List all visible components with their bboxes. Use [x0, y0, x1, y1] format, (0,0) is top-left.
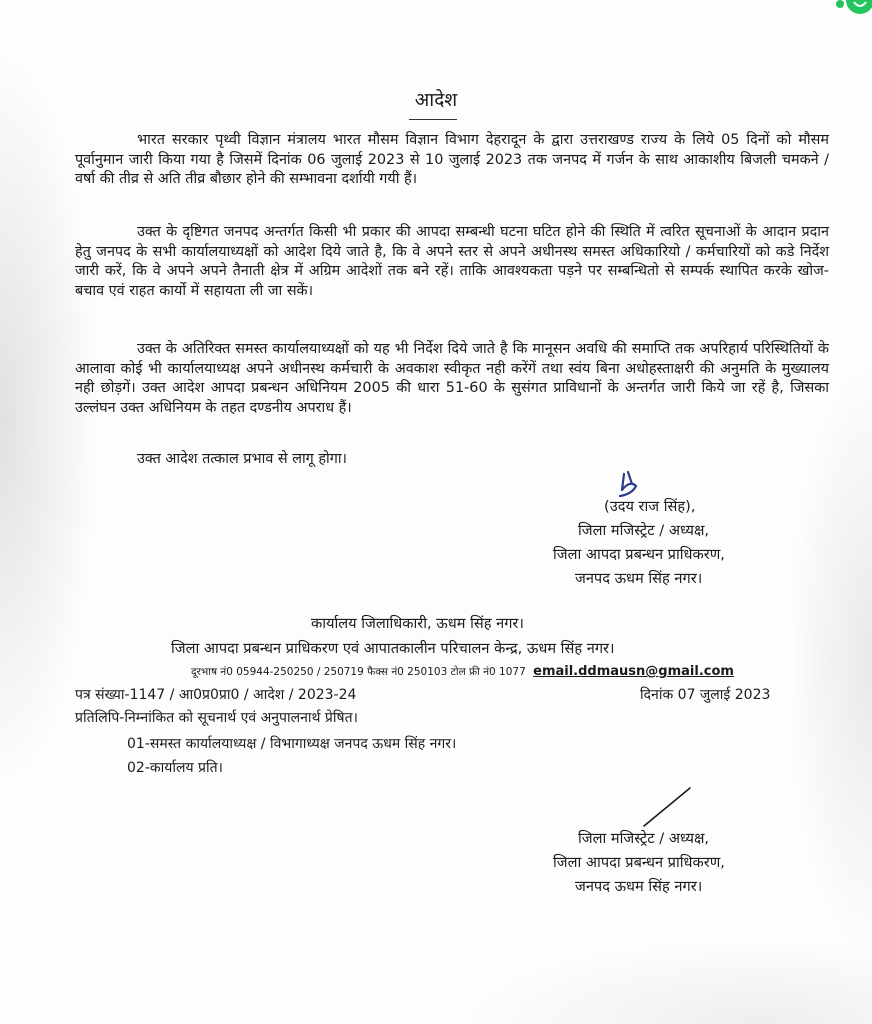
- green-badge-icon: [832, 0, 872, 18]
- signatory-authority: जिला आपदा प्रबन्धन प्राधिकरण,: [553, 546, 725, 563]
- copy-to-heading: प्रतिलिपि-निम्नांकित को सूचनार्थ एवं अनुपालनार्थ प्रेषित।: [75, 710, 358, 726]
- paragraph-1: भारत सरकार पृथ्वी विज्ञान मंत्रालय भारत मौसम विज्ञान विभाग देहरादून के द्वारा उत्तराखण्ड राज्य के लिये 05 दिनों को मौसम पूर्वानुमान जारी किया गया है जिसमें दिनांक 06 जुलाई 2023 से 10 जुलाई 2023 तक जनपद में गर्जन के साथ आकाशीय बिजली चमकने / वर्षा की तीव्र से अति तीव्र बौछार होने की सम्भावना दर्शायी गयी हैं।: [75, 132, 829, 188]
- office-line-2: जिला आपदा प्रबन्धन प्राधिकरण एवं आपातकालीन परिचालन केन्द्र, ऊधम सिंह नगर।: [171, 640, 615, 657]
- signatory-designation: जिला मजिस्ट्रेट / अध्यक्ष,: [578, 830, 710, 847]
- letter-date: दिनांक 07 जुलाई 2023: [640, 687, 771, 703]
- signatory-designation: जिला मजिस्ट्रेट / अध्यक्ष,: [578, 522, 710, 539]
- office-email-link[interactable]: email.ddmausn@gmail.com: [533, 664, 734, 679]
- signatory-district: जनपद ऊधम सिंह नगर।: [575, 570, 703, 587]
- contact-numbers: दूरभाष नं0 05944-250250 / 250719 फैक्स नं0 250103 टोल फ्री नं0 1077: [191, 666, 526, 678]
- heading-underline: [409, 119, 457, 120]
- signatory-name: (उदय राज सिंह),: [604, 498, 696, 515]
- paragraph-4: उक्त आदेश तत्काल प्रभाव से लागू होगा।: [137, 451, 348, 467]
- order-heading: आदेश: [414, 89, 458, 111]
- signature-mark: [640, 782, 696, 832]
- copy-to-item: 02-कार्यालय प्रति।: [127, 760, 223, 776]
- paragraph-2: उक्त के दृष्टिगत जनपद अन्तर्गत किसी भी प्रकार की आपदा सम्बन्धी घटना घटित होने की स्थिति में त्वरित सूचनाओं के आदान प्रदान हेतु जनपद के सभी कार्यालयाध्यक्षों को आदेश दिये जाते है, कि वे अपने स्तर से अपने अधीनस्थ समस्त अधिकारियो / कर्मचारियों को कडे निर्देश जारी करें, कि वे अपने अपने तैनाती क्षेत्र में अग्रिम आदेशों तक बने रहें। ताकि आवश्यकता पड़ने पर सम्बन्धितो से सम्पर्क स्थापित करके खोज-बचाव एवं राहत कार्यो में सहायता ली जा सकें।: [75, 224, 829, 299]
- copy-to-item: 01-समस्त कार्यालयाध्यक्ष / विभागाध्यक्ष जनपद ऊधम सिंह नगर।: [127, 736, 457, 752]
- paragraph-3: उक्त के अतिरिक्त समस्त कार्यालयाध्यक्षों को यह भी निर्देश दिये जाते है कि मानूसन अवधि की समाप्ति तक अपरिहार्य परिस्थितियों के आलावा कोई भी कार्यालयाध्यक्ष अपने अधीनस्थ कर्मचारी के अवकाश स्वीकृत नही करेंगें तथा स्वंय बिना अधोहस्ताक्षरी की अनुमति के मुख्यालय नही छोड़गें। उक्त आदेश आपदा प्रबन्धन अधिनियम 2005 की धारा 51-60 के सुसंगत प्राविधानों के अन्तर्गत जारी किये जा रहें है, जिसका उल्लंघन उक्त अधिनियम के तहत दण्डनीय अपराध हैं।: [75, 341, 829, 416]
- letter-number: पत्र संख्या-1147 / आ0प्र0प्रा0 / आदेश / 2023-24: [75, 687, 357, 703]
- office-contact: [191, 664, 734, 679]
- office-line-1: कार्यालय जिलाधिकारी, ऊधम सिंह नगर।: [311, 615, 524, 632]
- signatory-authority: जिला आपदा प्रबन्धन प्राधिकरण,: [553, 854, 725, 871]
- signatory-district: जनपद ऊधम सिंह नगर।: [575, 878, 703, 895]
